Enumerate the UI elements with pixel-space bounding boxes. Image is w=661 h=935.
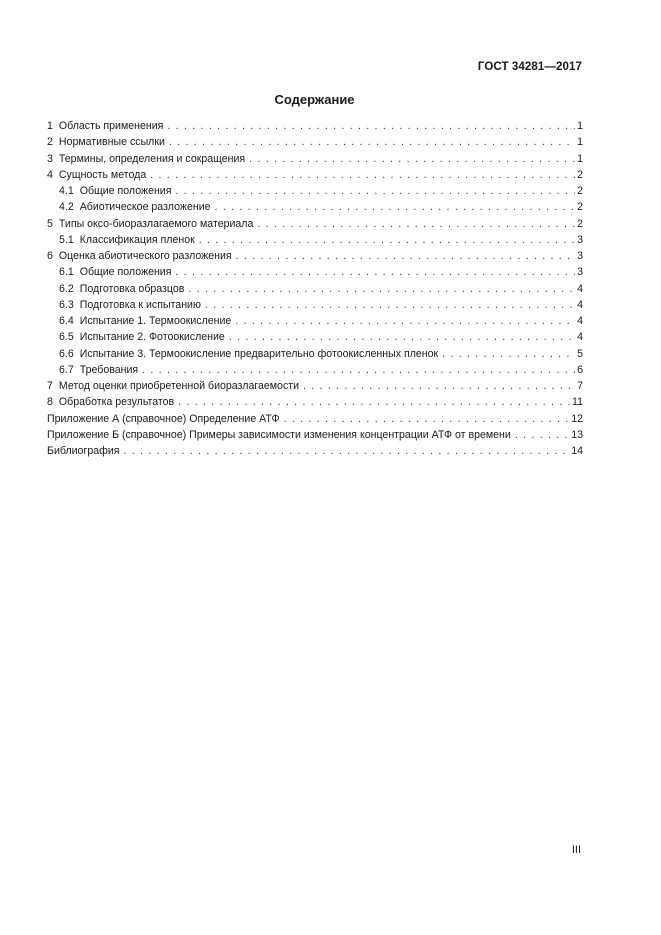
toc-entry-page: 12 — [571, 412, 583, 425]
toc-entry-number: 1 — [47, 120, 53, 132]
toc-entry-number: 2 — [47, 136, 53, 149]
toc-entry-label: Приложение А (справочное) Определение АТФ — [47, 412, 280, 425]
toc-entry-label: Общие положения — [79, 185, 172, 197]
toc-entry[interactable] — [47, 313, 583, 329]
toc-entry[interactable] — [47, 248, 583, 264]
toc-entry[interactable] — [47, 216, 583, 232]
toc-dot-leader — [257, 216, 575, 232]
toc-dot-leader — [249, 151, 575, 167]
toc-entry[interactable] — [47, 264, 583, 280]
toc-dot-leader — [175, 183, 575, 199]
toc-entry[interactable] — [47, 329, 583, 345]
toc-title: Содержание — [274, 92, 355, 107]
toc-entry-number: 6.7 — [59, 363, 74, 376]
toc-entry-number: 6.3 — [59, 298, 74, 311]
toc-entry-page: 6 — [577, 363, 583, 376]
toc-entry-number: 4.1 — [59, 185, 74, 197]
toc-entry[interactable] — [47, 378, 583, 394]
toc-dot-leader — [142, 362, 575, 378]
toc-dot-leader — [284, 411, 570, 427]
toc-dot-leader — [235, 313, 575, 329]
toc-entry-number: 6.5 — [59, 331, 74, 344]
toc-entry-page: 3 — [577, 266, 583, 279]
toc-entry-page: 11 — [572, 396, 583, 409]
toc-entry-label: Приложение Б (справочное) Примеры зависимости изменения концентрации АТФ от времени — [47, 428, 511, 441]
toc-dot-leader — [205, 297, 575, 313]
toc-entry-page: 3 — [577, 233, 583, 246]
toc-entry-label: Библиография — [47, 445, 120, 457]
toc-entry-label: Общие положения — [79, 266, 172, 279]
toc-entry-label: Нормативные ссылки — [58, 136, 165, 149]
toc-dot-leader — [442, 346, 575, 362]
toc-entry-number: 3 — [47, 152, 53, 165]
toc-entry-number: 4.2 — [59, 201, 74, 214]
toc-entry[interactable] — [47, 151, 583, 167]
toc-entry-number: 4 — [47, 168, 53, 181]
toc-entry-number: 5 — [47, 217, 53, 230]
toc-dot-leader — [229, 329, 575, 345]
toc-entry-label: Область применения — [58, 120, 164, 132]
toc-dot-leader — [178, 394, 570, 410]
toc-entry[interactable] — [47, 443, 583, 459]
toc-entry[interactable] — [47, 199, 583, 215]
toc-entry[interactable] — [47, 411, 583, 427]
toc-dot-leader — [188, 281, 575, 297]
toc-entry[interactable] — [47, 346, 583, 362]
toc-dot-leader — [515, 427, 569, 443]
toc-entry[interactable] — [47, 232, 583, 248]
toc-entry-label: Подготовка к испытанию — [79, 298, 201, 311]
toc-entry-number: 5.1 — [59, 233, 74, 246]
toc-entry[interactable] — [47, 167, 583, 183]
toc-entry-page: 3 — [577, 250, 583, 262]
toc-dot-leader — [303, 378, 575, 394]
toc-entry-label: Обработка результатов — [58, 396, 175, 409]
toc-dot-leader — [236, 248, 575, 264]
toc-entry-label: Испытание 1. Термоокисление — [79, 315, 232, 327]
toc-entry-page: 2 — [577, 168, 583, 181]
toc-entry-number: 6 — [47, 250, 53, 262]
toc-entry-page: 13 — [571, 428, 583, 441]
toc-entry-label: Сущность метода — [58, 168, 147, 181]
toc-entry-number: 6.2 — [59, 282, 74, 295]
toc-entry-label: Метод оценки приобретенной биоразлагаемости — [58, 380, 300, 392]
toc-entry-page: 4 — [577, 331, 583, 344]
toc-entry[interactable] — [47, 427, 583, 443]
toc-entry-label: Термины, определения и сокращения — [58, 152, 246, 165]
toc-entry[interactable] — [47, 297, 583, 313]
toc-dot-leader — [169, 134, 575, 150]
toc-entry[interactable] — [47, 362, 583, 378]
toc-entry-page: 2 — [577, 217, 583, 230]
toc-entry-label: Абиотическое разложение — [79, 201, 211, 214]
toc-entry-number: 6.1 — [59, 266, 74, 279]
toc-entry-page: 5 — [577, 347, 583, 360]
toc-entry-number: 8 — [47, 396, 53, 409]
table-of-contents — [47, 118, 583, 459]
toc-dot-leader — [123, 443, 569, 459]
toc-entry-page: 1 — [577, 152, 583, 165]
toc-entry-page: 2 — [577, 185, 583, 197]
toc-entry-page: 7 — [577, 380, 583, 392]
document-code: ГОСТ 34281—2017 — [477, 61, 582, 73]
toc-entry-label: Типы оксо-биоразлагаемого материала — [58, 217, 254, 230]
toc-entry-page: 4 — [577, 282, 583, 295]
toc-entry[interactable] — [47, 183, 583, 199]
toc-dot-leader — [215, 199, 576, 215]
toc-dot-leader — [167, 118, 575, 134]
toc-entry-page: 4 — [577, 315, 583, 327]
toc-entry[interactable] — [47, 394, 583, 410]
toc-entry-page: 1 — [577, 120, 583, 132]
toc-entry-label: Испытание 2. Фотоокисление — [79, 331, 225, 344]
toc-entry-page: 2 — [577, 201, 583, 214]
toc-entry-number: 6.6 — [59, 347, 74, 360]
toc-entry-page: 14 — [571, 445, 583, 457]
toc-dot-leader — [150, 167, 575, 183]
toc-entry[interactable] — [47, 134, 583, 150]
toc-entry-label: Классификация пленок — [79, 233, 195, 246]
toc-entry-number: 6.4 — [59, 315, 74, 327]
toc-entry[interactable] — [47, 118, 583, 134]
toc-entry-label: Испытание 3. Термоокисление предварительно фотоокисленных пленок — [79, 347, 439, 360]
toc-entry[interactable] — [47, 281, 583, 297]
toc-dot-leader — [175, 264, 575, 280]
toc-entry-page: 4 — [577, 298, 583, 311]
toc-entry-number: 7 — [47, 380, 53, 392]
toc-entry-label: Подготовка образцов — [79, 282, 185, 295]
toc-entry-label: Требования — [79, 363, 139, 376]
toc-entry-page: 1 — [577, 136, 583, 149]
toc-entry-label: Оценка абиотического разложения — [58, 250, 232, 262]
toc-dot-leader — [199, 232, 575, 248]
page-number: III — [571, 844, 581, 856]
